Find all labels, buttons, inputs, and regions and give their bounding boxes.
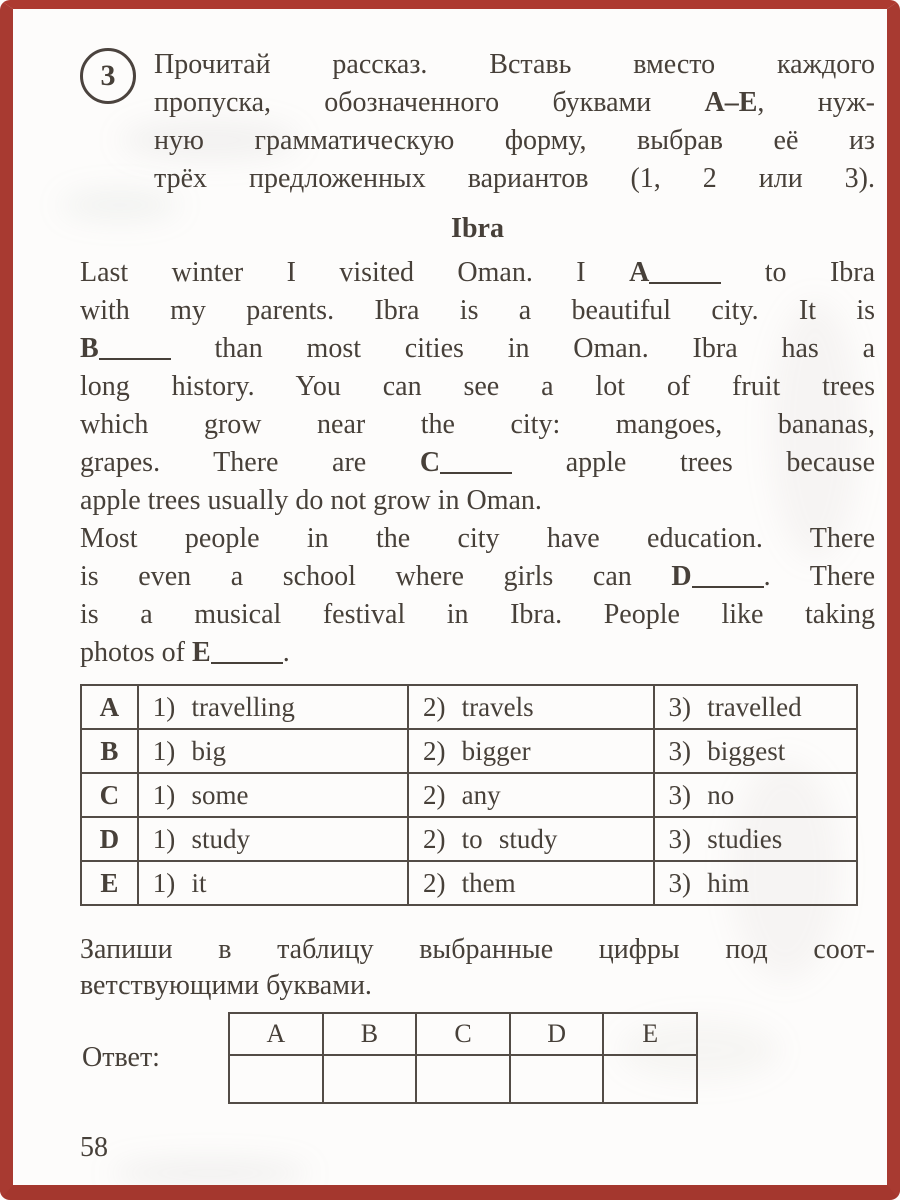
options-row-C (81, 773, 857, 817)
answer-cell-A (229, 1055, 323, 1103)
story-line: which grow near the city: mangoes, bananas, (80, 409, 875, 440)
story-line: Most people in the city have education. There (80, 523, 875, 554)
option-cell: 1) study (138, 817, 408, 861)
answer-header-A: A (229, 1013, 323, 1055)
option-cell: 3) him (654, 861, 857, 905)
instruction-line: трёх предложенных вариантов (1, 2 или 3). (154, 163, 875, 194)
exercise-number: 3 (100, 59, 116, 92)
story-line: B than most cities in Oman. Ibra has a (80, 333, 876, 364)
blank-line-D (692, 572, 764, 588)
answer-cell-E (603, 1055, 697, 1103)
story-line: with my parents. Ibra is a beautiful city. It is (80, 295, 875, 326)
story-line: grapes. There are C apple trees because (80, 447, 876, 478)
instruction-line: пропуска, обозначенного буквами А–Е, нуж- (154, 87, 875, 118)
options-table (80, 684, 858, 906)
answer-cell-C (416, 1055, 510, 1103)
blank-line-A (649, 268, 721, 284)
exercise-header (80, 46, 875, 198)
answer-header-D: D (510, 1013, 604, 1055)
blank-letter-D: D (671, 561, 692, 592)
instruction-line: ную грамматическую форму, выбрав её из (154, 125, 875, 156)
answer-header-B: B (323, 1013, 417, 1055)
row-letter: A (81, 685, 138, 729)
option-cell: 2) to study (408, 817, 654, 861)
option-cell: 1) it (138, 861, 408, 905)
options-row-E (81, 861, 857, 905)
story-line: long history. You can see a lot of fruit trees (80, 371, 875, 402)
row-letter: E (81, 861, 138, 905)
letters-range-bold: А–Е (704, 87, 758, 118)
options-row-B (81, 729, 857, 773)
exercise-number-badge (80, 48, 136, 104)
option-cell: 1) travelling (138, 685, 408, 729)
blank-letter-C: C (419, 447, 441, 478)
option-cell: 3) studies (654, 817, 857, 861)
row-letter: D (81, 817, 138, 861)
option-cell: 2) them (408, 861, 654, 905)
story-text (80, 254, 875, 672)
option-cell: 3) no (654, 773, 857, 817)
answer-label: Ответ: (82, 1042, 160, 1073)
page-number: 58 (80, 1132, 108, 1163)
blank-letter-B: B (80, 333, 99, 364)
blank-line-E (211, 648, 283, 664)
answer-header-row (229, 1013, 697, 1055)
blank-letter-A: A (629, 257, 650, 288)
answer-table (228, 1012, 698, 1104)
option-cell: 2) any (408, 773, 654, 817)
option-cell: 2) bigger (408, 729, 654, 773)
story-line: apple trees usually do not grow in Oman. (80, 485, 542, 516)
option-cell: 3) biggest (654, 729, 857, 773)
scan-artifact (110, 1160, 310, 1186)
answer-value-row (229, 1055, 697, 1103)
story-line: is a musical festival in Ibra. People like taking (80, 599, 875, 630)
option-cell: 1) some (138, 773, 408, 817)
story-line: is even a school where girls can D . There (80, 561, 875, 592)
option-cell: 3) travelled (654, 685, 857, 729)
options-row-A (81, 685, 857, 729)
blank-line-B (99, 344, 171, 360)
story-line: photos of E . (80, 637, 290, 668)
row-letter: C (81, 773, 138, 817)
instruction-line: Прочитай рассказ. Вставь вместо каждого (154, 49, 875, 80)
page-content (80, 0, 875, 1104)
story-line: Last winter I visited Oman. I A to Ibra (80, 257, 876, 288)
answer-instruction: Запиши в таблицу выбранные цифры под соот- ветствующими буквами. (80, 934, 875, 1001)
story-title: Ibra (451, 213, 504, 244)
row-letter: B (81, 729, 138, 773)
blank-line-C (440, 458, 512, 474)
option-cell: 2) travels (408, 685, 654, 729)
options-row-D (81, 817, 857, 861)
answer-cell-D (510, 1055, 604, 1103)
answer-cell-B (323, 1055, 417, 1103)
answer-header-C: C (416, 1013, 510, 1055)
exercise-instruction (154, 46, 875, 198)
option-cell: 1) big (138, 729, 408, 773)
blank-letter-E: E (192, 637, 211, 668)
answer-header-E: E (603, 1013, 697, 1055)
answer-area (80, 1012, 875, 1104)
